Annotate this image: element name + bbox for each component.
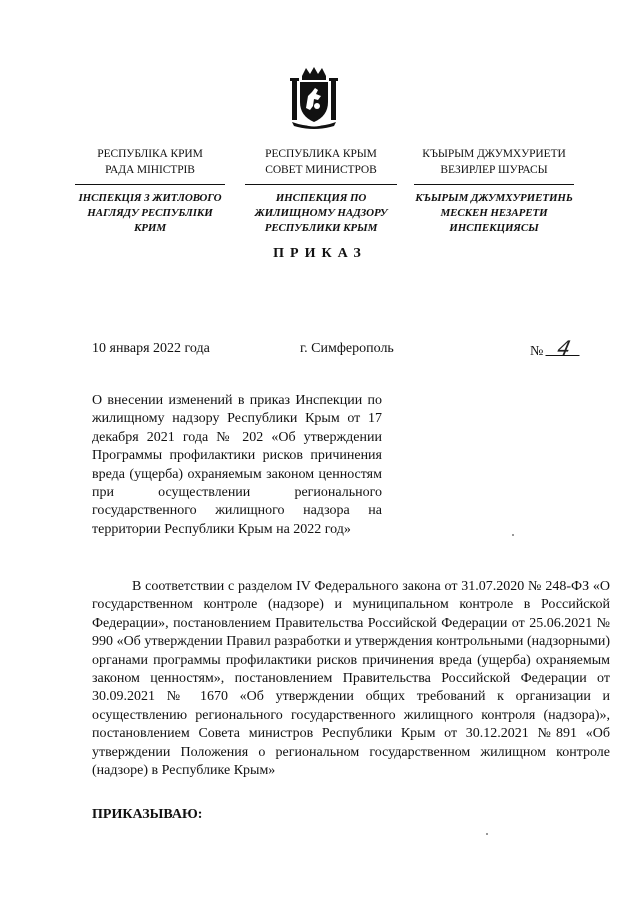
- header-divider: [75, 184, 225, 185]
- document-city: г. Симферополь: [300, 341, 394, 356]
- inspection-name-ru-3: РЕСПУБЛИКИ КРЫМ: [264, 222, 378, 234]
- body-paragraph: В соответствии с разделом IV Федерального закона от 31.07.2020 № 248-ФЗ «О государственном контроле (надзоре) и муниципальном контроле в Российской Федерации», постановлением Правительства Российской Федерации от 25.06.2021 № 990 «Об утверждении Правил разработки и утверждения контрольными (надзорными) органами программы профилактики рисков причинения вреда (ущерба) охраняемым законом ценностям», постановлением Правительства Российской Федерации от 30.09.2021 № 1670 «Об утверждении общих требований к организации и осуществлению регионального государственного жилищного контроля (надзора)», постановлением Совета министров Республики Крым от 30.12.2021 №891 «Об утверждении Положения о региональном государственном жилищном контроле (надзоре) в Республике Крым»: [92, 579, 610, 779]
- council-name-crh: ВЕЗИРЛЕР ШУРАСЫ: [440, 164, 548, 176]
- scan-speck: [512, 534, 514, 536]
- council-name-ua: РАДА МІНІСТРІВ: [105, 164, 195, 176]
- header-divider: [245, 184, 397, 185]
- council-name-ru: СОВЕТ МИНИСТРОВ: [265, 164, 377, 176]
- header-column-russian: [238, 146, 404, 236]
- document-number: [530, 336, 581, 360]
- inspection-name-crh-1: КЪЫРЫМ ДЖУМХУРИЕТИНЬ: [415, 192, 573, 204]
- header-column-ukrainian: [70, 146, 230, 236]
- header-divider: [414, 184, 574, 185]
- inspection-name-ua-3: КРИМ: [133, 222, 167, 234]
- handwritten-number: 4: [545, 341, 582, 356]
- inspection-name-crh-3: ИНСПЕКЦИЯСЫ: [449, 222, 539, 234]
- inspection-name-ru-1: ИНСПЕКЦИЯ ПО: [275, 192, 367, 204]
- inspection-name-crh-2: МЕСКЕН НЕЗАРЕТИ: [440, 207, 548, 219]
- coat-of-arms-emblem: [288, 66, 340, 130]
- number-prefix: №: [530, 344, 544, 359]
- republic-name-ua: РЕСПУБЛІКА КРИМ: [97, 148, 203, 160]
- republic-name-crh: КЪЫРЫМ ДЖУМХУРИЕТИ: [422, 148, 566, 160]
- document-title: ПРИКАЗ: [273, 246, 367, 261]
- order-subject: О внесении изменений в приказ Инспекции по жилищному надзору Республики Крым от 17 декабря 2021 года № 202 «Об утверждении Программы профилактики рисков причинения вреда (ущерба) охраняемым законом ценностям при осуществлении регионального государственного жилищного надзора на территории Республики Крым на 2022 год»: [92, 393, 382, 537]
- scan-speck: [486, 833, 488, 835]
- inspection-name-ua-1: ІНСПЕКЦІЯ З ЖИТЛОВОГО: [78, 192, 222, 204]
- republic-name-ru: РЕСПУБЛИКА КРЫМ: [265, 148, 377, 160]
- order-heading: ПРИКАЗЫВАЮ:: [92, 807, 203, 822]
- inspection-name-ru-2: ЖИЛИЩНОМУ НАДЗОРУ: [254, 207, 388, 219]
- inspection-name-ua-2: НАГЛЯДУ РЕСПУБЛІКИ: [87, 207, 213, 219]
- header-column-crimean-tatar: [408, 146, 580, 236]
- document-date: 10 января 2022 года: [92, 341, 210, 356]
